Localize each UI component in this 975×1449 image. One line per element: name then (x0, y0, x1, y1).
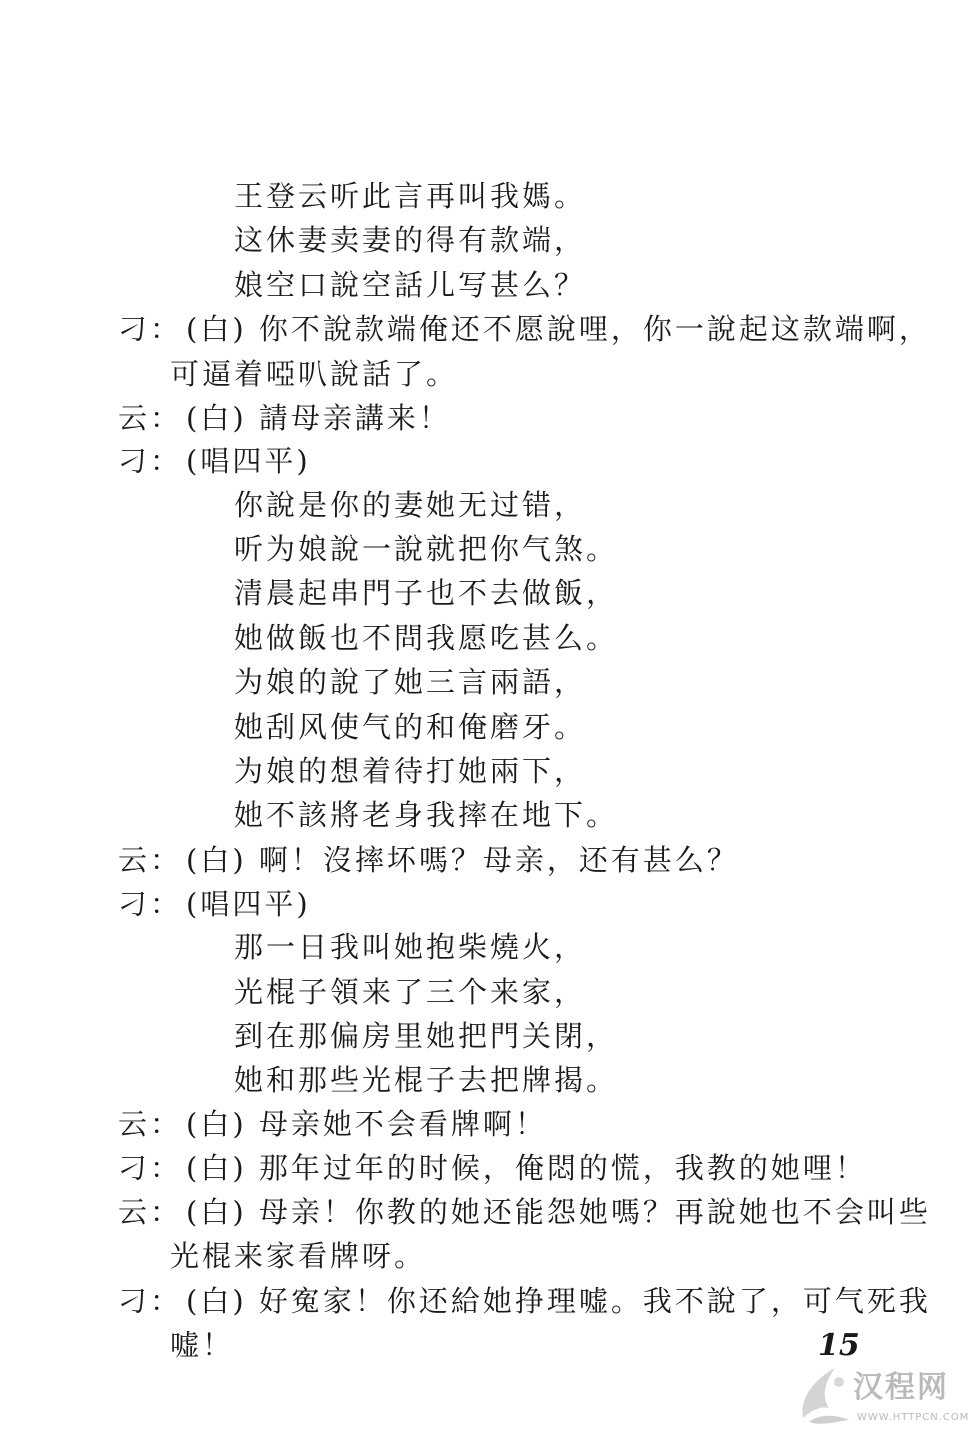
dialogue-line (118, 400, 451, 436)
dialogue-text: (白) 請母亲講来！ (186, 401, 451, 435)
watermark-logo-icon (795, 1360, 855, 1430)
verse-line: 为娘的想着待打她兩下， (234, 754, 587, 788)
dialogue-line (118, 1106, 547, 1142)
dialogue-text: (白) 母亲她不会看牌啊！ (186, 1107, 547, 1141)
verse-line: 她刮风使气的和俺磨牙。 (234, 710, 587, 744)
speaker-label: 刁： (118, 887, 183, 921)
verse-line: 她不該將老身我摔在地下。 (234, 798, 619, 832)
speaker-label: 刁： (118, 312, 183, 346)
dialogue-continuation: 可逼着啞叭說話了。 (170, 357, 459, 391)
verse-line: 这休妻卖妻的得有款端， (234, 223, 587, 257)
dialogue-line (118, 443, 311, 479)
speaker-label: 云： (118, 843, 183, 877)
dialogue-line (118, 1283, 931, 1319)
verse-line: 为娘的說了她三言兩語， (234, 665, 587, 699)
dialogue-text: (白) 那年过年的时候，俺悶的慌，我教的她哩！ (186, 1151, 867, 1185)
verse-line: 她和那些光棍子去把牌揭。 (234, 1063, 619, 1097)
verse-line: 娘空口說空話儿写甚么？ (234, 268, 587, 302)
verse-line: 光棍子領来了三个来家， (234, 975, 587, 1009)
stage-direction: (唱四平) (186, 887, 311, 921)
dialogue-line (118, 886, 311, 922)
stage-direction: (唱四平) (186, 444, 311, 478)
speaker-label: 刁： (118, 1151, 183, 1185)
verse-line: 到在那偏房里她把門关閉， (234, 1019, 619, 1053)
watermark-text: 汉程网 (853, 1370, 949, 1405)
dialogue-text: (白) 你不說款端俺还不愿說哩，你一說起这款端啊， (186, 312, 931, 346)
dialogue-text: (白) 好寃家！你还給她挣理嘘。我不說了，可气死我 (186, 1284, 931, 1318)
speaker-label: 云： (118, 1195, 183, 1229)
verse-line: 你說是你的妻她无过错， (234, 488, 587, 522)
dialogue-line (118, 1194, 931, 1230)
watermark-url: WWW.HTTPCN.COM (857, 1412, 970, 1423)
speaker-label: 云： (118, 1107, 183, 1141)
dialogue-line (118, 311, 931, 347)
verse-line: 听为娘說一說就把你气煞。 (234, 532, 619, 566)
verse-line: 那一日我叫她抱柴燒火， (234, 930, 587, 964)
verse-line: 她做飯也不問我愿吃甚么。 (234, 621, 619, 655)
dialogue-text: (白) 啊！沒摔坏嗎？母亲，还有甚么？ (186, 843, 739, 877)
page-number: 15 (818, 1328, 860, 1363)
dialogue-line (118, 842, 739, 878)
verse-line: 清晨起串門子也不去做飯， (234, 576, 619, 610)
verse-line: 王登云听此言再叫我媽。 (234, 179, 587, 213)
speaker-label: 云： (118, 401, 183, 435)
dialogue-text: (白) 母亲！你教的她还能怨她嗎？再說她也不会叫些 (186, 1195, 931, 1229)
dialogue-line (118, 1150, 867, 1186)
watermark (795, 1358, 970, 1438)
speaker-label: 刁： (118, 1284, 183, 1318)
dialogue-continuation: 光棍来家看牌呀。 (170, 1239, 427, 1273)
speaker-label: 刁： (118, 444, 183, 478)
dialogue-continuation: 嘘！ (170, 1328, 235, 1362)
